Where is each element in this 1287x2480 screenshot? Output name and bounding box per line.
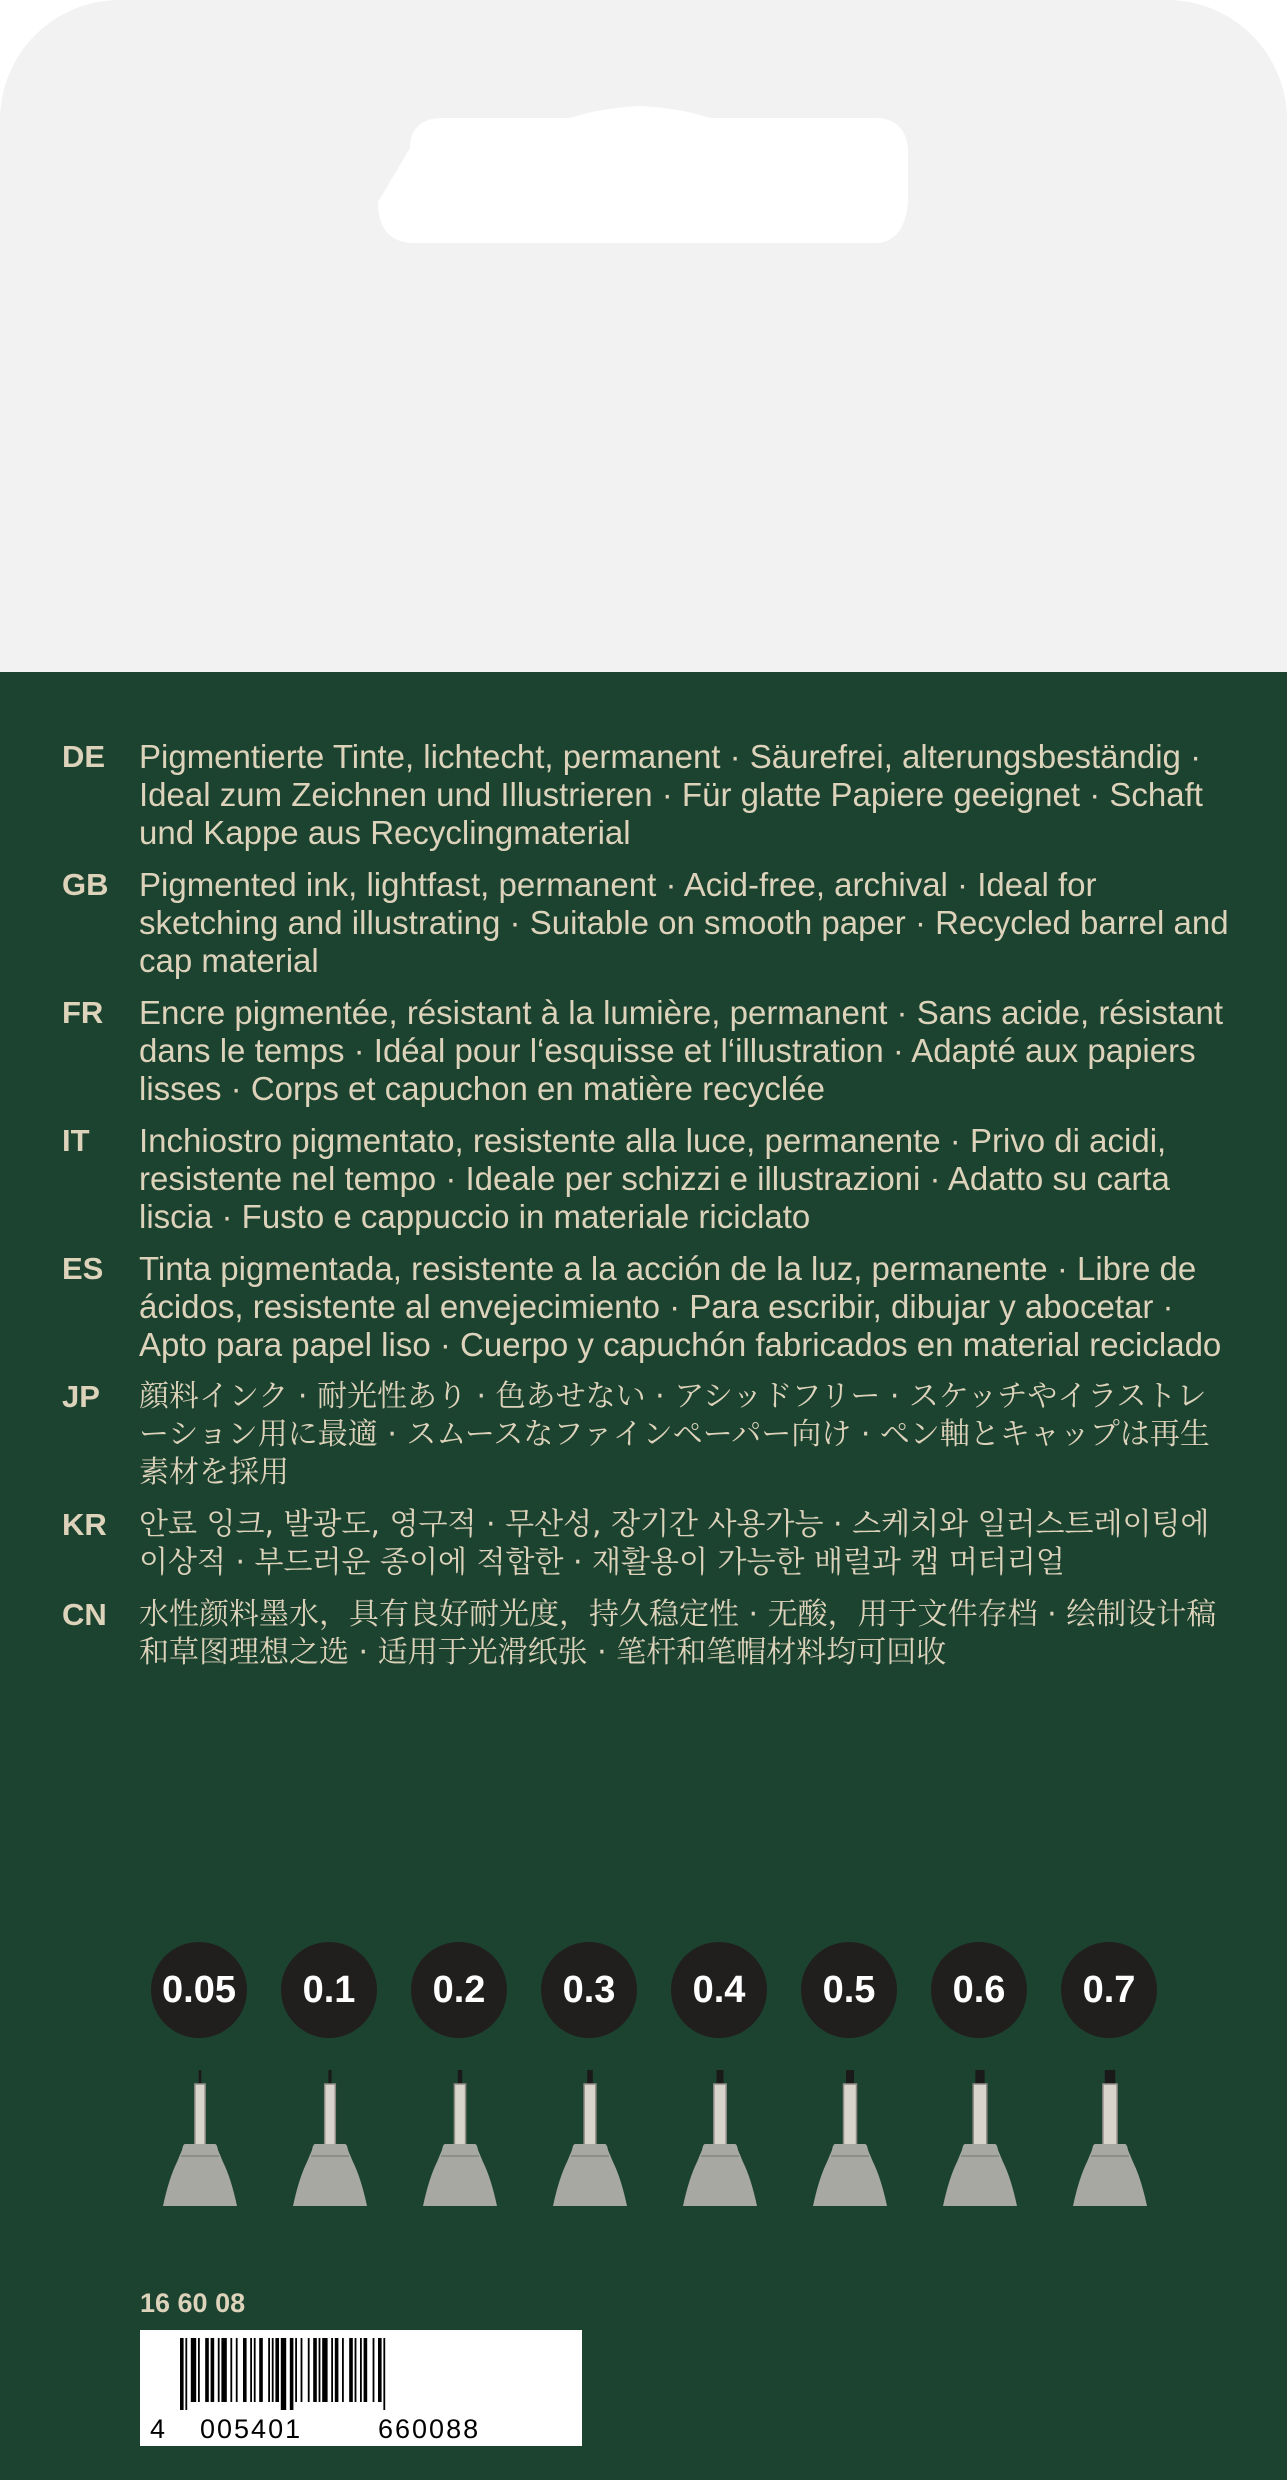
barcode-bar: [211, 2338, 215, 2402]
tip-size-badge: 0.2: [411, 1942, 507, 2038]
article-number: 16 60 08: [140, 2288, 246, 2318]
barcode-bar: [259, 2338, 263, 2402]
barcode-bar: [221, 2338, 226, 2402]
pen-tube: [325, 2084, 336, 2146]
pen-cone: [423, 2144, 497, 2206]
barcode-bar: [198, 2338, 200, 2402]
tip-size-badge: 0.1: [281, 1942, 377, 2038]
pen-tube: [844, 2084, 857, 2146]
barcode-bar: [313, 2338, 317, 2402]
description-row-jp: [62, 1378, 1232, 1492]
pen-cone: [293, 2144, 367, 2206]
multilingual-descriptions: [62, 738, 1232, 1686]
pen-cone: [163, 2144, 237, 2206]
barcode-bar: [180, 2338, 184, 2410]
pen-cone: [1073, 2144, 1147, 2206]
barcode-bar: [250, 2338, 252, 2402]
pen-tube: [973, 2084, 987, 2146]
barcode-bar: [378, 2338, 382, 2402]
barcode-bar: [301, 2338, 303, 2402]
pen-tube: [454, 2084, 465, 2146]
pen-tip-illustration: [925, 2070, 1035, 2206]
hang-hole: [0, 0, 1287, 260]
tip-size-badge: 0.5: [801, 1942, 897, 2038]
barcode-bar: [191, 2338, 196, 2402]
tip-size-row: [145, 1942, 1215, 2262]
description-row-es: [62, 1250, 1232, 1364]
pen-tube: [1103, 2084, 1117, 2146]
tip-size-0-05: [145, 1942, 255, 2262]
barcode-bar: [230, 2338, 232, 2402]
pen-tip-illustration: [665, 2070, 775, 2206]
barcode-bar: [272, 2338, 274, 2402]
barcode-bar: [236, 2338, 238, 2402]
barcode-first-digit: 4: [150, 2414, 166, 2444]
tip-size-badge: 0.3: [541, 1942, 637, 2038]
pen-tip-illustration: [1055, 2070, 1165, 2206]
tip-size-badge: 0.05: [151, 1942, 247, 2038]
pen-tip-illustration: [795, 2070, 905, 2206]
language-code: IT: [62, 1123, 90, 1158]
description-row-cn: [62, 1596, 1232, 1672]
language-code: DE: [62, 739, 106, 774]
pen-cone: [553, 2144, 627, 2206]
barcode-bar: [331, 2338, 333, 2402]
pen-tube: [195, 2084, 205, 2146]
description-text: Tinta pigmentada, resistente a la acción de la luz, permanente · Libre de ácidos, resistente al envejecimiento · Para escribir, dibujar y abocetar · Apto para papel liso · Cuerpo y capuchón fabricados en material reciclado: [139, 1250, 1222, 1363]
description-row-gb: [62, 866, 1232, 980]
barcode-bar: [360, 2338, 362, 2402]
description-text: Inchiostro pigmentato, resistente alla luce, permanente · Privo di acidi, resistente nel tempo · Ideale per schizzi e illustrazioni · Adatto su carta liscia · Fusto e cappuccio in materiale riciclato: [139, 1122, 1170, 1235]
tip-size-badge: 0.7: [1061, 1942, 1157, 2038]
barcode-bar: [364, 2338, 368, 2402]
barcode-bar: [281, 2338, 286, 2410]
description-row-kr: [62, 1506, 1232, 1582]
barcode-bar: [290, 2338, 294, 2410]
barcode-bar: [185, 2338, 187, 2410]
barcode-bar: [319, 2338, 321, 2402]
description-text: Pigmentierte Tinte, lichtecht, permanent · Säurefrei, alterungsbeständig · Ideal zum Zeichnen und Illustrieren · Für glatte Papiere geeignet · Schaft und Kappe aus Recyclingmaterial: [139, 738, 1203, 851]
barcode-bar: [373, 2338, 375, 2402]
tip-size-0-7: [1055, 1942, 1165, 2262]
language-code: JP: [62, 1379, 100, 1414]
barcode-bar: [205, 2338, 209, 2402]
pen-tip-illustration: [405, 2070, 515, 2206]
description-text: Pigmented ink, lightfast, permanent · Acid-free, archival · Ideal for sketching and illustrating · Suitable on smooth paper · Recycled barrel and cap material: [139, 866, 1229, 979]
description-text: Encre pigmentée, résistant à la lumière, permanent · Sans acide, résistant dans le temps · Idéal pour l‘esquisse et l‘illustration · Adapté aux papiers lisses · Corps et capuchon en matière recyclée: [139, 994, 1224, 1107]
pen-tip-illustration: [275, 2070, 385, 2206]
barcode-bar: [308, 2338, 310, 2402]
pen-tip-illustration: [145, 2070, 255, 2206]
barcode-bar: [349, 2338, 353, 2402]
pen-tip-illustration: [535, 2070, 645, 2206]
tip-size-0-1: [275, 1942, 385, 2262]
tip-size-badge: 0.4: [671, 1942, 767, 2038]
barcode-bar: [268, 2338, 270, 2402]
description-text: 水性颜料墨水，具有良好耐光度，持久稳定性 · 无酸，用于文件存档 · 绘制设计稿和草图理想之选 · 适用于光滑纸张 · 笔杆和笔帽材料均可回收: [139, 1597, 1217, 1670]
pen-cone: [683, 2144, 757, 2206]
barcode: [140, 2330, 582, 2446]
language-code: FR: [62, 995, 104, 1030]
barcode-bar: [383, 2338, 385, 2410]
description-row-it: [62, 1122, 1232, 1236]
description-text: 顔料インク · 耐光性あり · 色あせない · アシッドフリー · スケッチやイラストレーション用に最適 · スムースなファインペーパー向け · ペン軸とキャップは再生素材を採用: [139, 1379, 1210, 1490]
description-text: 안료 잉크, 발광도, 영구적 · 무산성, 장기간 사용가능 · 스케치와 일러스트레이팅에 이상적 · 부드러운 종이에 적합한 · 재활용이 가능한 배럴과 캡 머터리얼: [139, 1507, 1210, 1580]
tip-size-0-3: [535, 1942, 645, 2262]
language-code: KR: [62, 1507, 107, 1542]
pen-cone: [813, 2144, 887, 2206]
barcode-bar: [295, 2338, 297, 2402]
barcode-left-digits: 005401: [200, 2414, 303, 2444]
barcode-bars: [180, 2338, 560, 2410]
pen-cone: [943, 2144, 1017, 2206]
barcode-right-digits: 660088: [378, 2414, 481, 2444]
barcode-bar: [335, 2338, 339, 2402]
tip-size-0-2: [405, 1942, 515, 2262]
pen-tube: [714, 2084, 726, 2146]
barcode-bar: [322, 2338, 327, 2402]
barcode-bar: [218, 2338, 220, 2402]
description-row-fr: [62, 994, 1232, 1108]
tip-size-0-6: [925, 1942, 1035, 2262]
pen-tube: [584, 2084, 596, 2146]
tip-size-0-5: [795, 1942, 905, 2262]
description-row-de: [62, 738, 1232, 852]
tip-size-0-4: [665, 1942, 775, 2262]
tip-size-badge: 0.6: [931, 1942, 1027, 2038]
barcode-bar: [243, 2338, 247, 2402]
barcode-bar: [275, 2338, 279, 2402]
language-code: ES: [62, 1251, 104, 1286]
barcode-bar: [342, 2338, 344, 2402]
barcode-bar: [254, 2338, 256, 2402]
barcode-bar: [355, 2338, 357, 2402]
language-code: CN: [62, 1597, 107, 1632]
language-code: GB: [62, 867, 109, 902]
